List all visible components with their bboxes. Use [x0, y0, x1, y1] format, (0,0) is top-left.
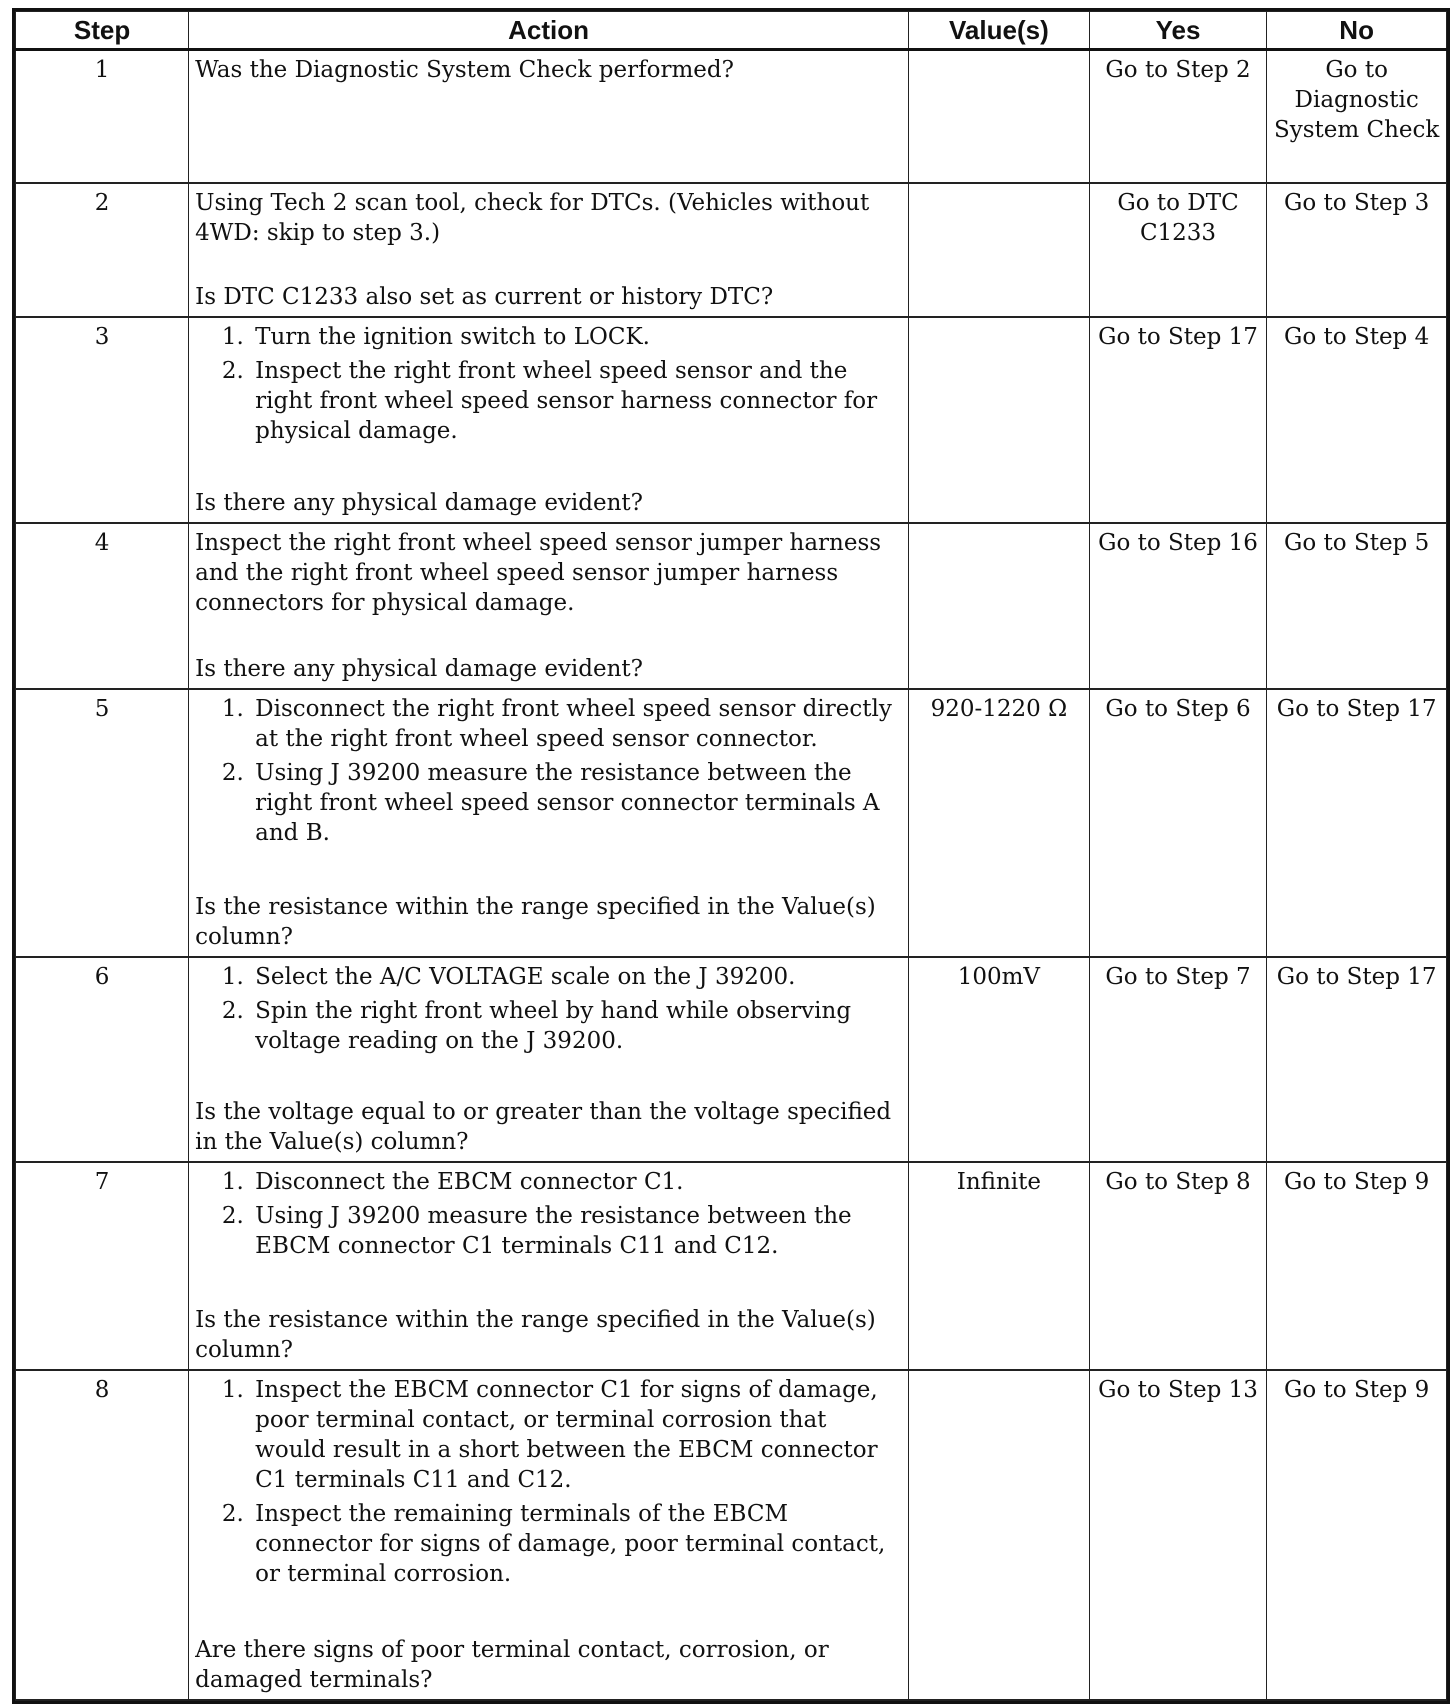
step-number: 3	[16, 317, 189, 523]
substep-item: 1. Inspect the EBCM connector C1 for signs of damage, poor terminal contact, or terminal corrosion that would result in a short between the EBCM connector C1 terminals C11 and C12.	[251, 1375, 902, 1495]
action-question: Is there any physical damage evident?	[195, 490, 644, 517]
no-cell: Go to Step 4	[1267, 317, 1447, 523]
action-substeps	[195, 1167, 902, 1261]
action-text: Inspect the right front wheel speed sensor jumper harness and the right front wheel speed sensor jumper harness connectors for physical damage.	[195, 530, 882, 617]
step-number: 7	[16, 1162, 189, 1370]
value-cell: 920-1220 Ω	[909, 689, 1090, 956]
action-cell	[189, 50, 909, 183]
substep-item: 2. Spin the right front wheel by hand while observing voltage reading on the J 39200.	[251, 996, 902, 1056]
table-row-step-1	[16, 50, 1447, 183]
step-number: 1	[16, 50, 189, 183]
value-cell: Infinite	[909, 1162, 1090, 1370]
action-cell	[189, 317, 909, 523]
substep-item: 2. Inspect the right front wheel speed sensor and the right front wheel speed sensor harness connector for physical damage.	[251, 356, 902, 446]
action-substeps	[195, 322, 902, 446]
yes-cell: Go to Step 6	[1089, 689, 1267, 956]
header-no: No	[1267, 12, 1447, 50]
yes-cell: Go to DTC C1233	[1089, 183, 1267, 317]
value-cell: 100mV	[909, 957, 1090, 1162]
table-row-step-2	[16, 183, 1447, 317]
no-cell: Go to Step 9	[1267, 1370, 1447, 1700]
value-cell	[909, 183, 1090, 317]
yes-cell: Go to Step 2	[1089, 50, 1267, 183]
header-action: Action	[189, 12, 909, 50]
action-cell	[189, 1370, 909, 1700]
action-question: Is there any physical damage evident?	[195, 656, 644, 683]
action-question: Are there signs of poor terminal contact, corrosion, or damaged terminals?	[195, 1637, 829, 1693]
step-number: 6	[16, 957, 189, 1162]
no-cell: Go to Step 9	[1267, 1162, 1447, 1370]
value-cell	[909, 50, 1090, 183]
header-row	[16, 12, 1447, 50]
yes-cell: Go to Step 8	[1089, 1162, 1267, 1370]
substep-item: 2. Using J 39200 measure the resistance between the right front wheel speed sensor connector terminals A and B.	[251, 758, 902, 848]
table-row-step-3	[16, 317, 1447, 523]
no-cell: Go to Step 17	[1267, 689, 1447, 956]
action-cell	[189, 523, 909, 689]
header-yes: Yes	[1089, 12, 1267, 50]
table-row-step-7	[16, 1162, 1447, 1370]
step-number: 4	[16, 523, 189, 689]
no-cell: Go to Step 17	[1267, 957, 1447, 1162]
step-number: 8	[16, 1370, 189, 1700]
header-values: Value(s)	[909, 12, 1090, 50]
value-cell	[909, 523, 1090, 689]
table-row-step-5	[16, 689, 1447, 956]
action-cell	[189, 957, 909, 1162]
action-question: Is the resistance within the range specified in the Value(s) column?	[195, 1307, 876, 1364]
header-step: Step	[16, 12, 189, 50]
table-row-step-4	[16, 523, 1447, 689]
action-substeps	[195, 694, 902, 848]
action-question: Is the resistance within the range specified in the Value(s) column?	[195, 893, 876, 950]
substep-item: 1. Disconnect the right front wheel speed sensor directly at the right front wheel speed sensor connector.	[251, 694, 902, 754]
no-cell: Go to Diagnostic System Check	[1267, 50, 1447, 183]
step-number: 5	[16, 689, 189, 956]
no-cell: Go to Step 5	[1267, 523, 1447, 689]
table-header	[16, 12, 1447, 50]
no-cell: Go to Step 3	[1267, 183, 1447, 317]
yes-cell: Go to Step 17	[1089, 317, 1267, 523]
table-body	[16, 50, 1447, 1701]
substep-item: 2. Inspect the remaining terminals of the EBCM connector for signs of damage, poor terminal contact, or terminal corrosion.	[251, 1499, 902, 1589]
action-cell	[189, 1162, 909, 1370]
yes-cell: Go to Step 13	[1089, 1370, 1267, 1700]
value-cell	[909, 317, 1090, 523]
action-cell	[189, 689, 909, 956]
yes-cell: Go to Step 16	[1089, 523, 1267, 689]
action-question: Is DTC C1233 also set as current or history DTC?	[195, 283, 774, 310]
substep-item: 1. Select the A/C VOLTAGE scale on the J 39200.	[251, 962, 902, 992]
table-row-step-8	[16, 1370, 1447, 1700]
substep-item: 1. Turn the ignition switch to LOCK.	[251, 322, 902, 352]
action-question: Is the voltage equal to or greater than the voltage specified in the Value(s) column?	[195, 1098, 892, 1155]
yes-cell: Go to Step 7	[1089, 957, 1267, 1162]
action-substeps	[195, 1375, 902, 1589]
action-text: Was the Diagnostic System Check performed?	[195, 57, 734, 83]
substep-item: 2. Using J 39200 measure the resistance between the EBCM connector C1 terminals C11 and C12.	[251, 1201, 902, 1261]
diagnostic-document	[12, 8, 1450, 1704]
step-number: 2	[16, 183, 189, 317]
value-cell	[909, 1370, 1090, 1700]
substep-item: 1. Disconnect the EBCM connector C1.	[251, 1167, 902, 1197]
action-cell	[189, 183, 909, 317]
diagnostic-table	[15, 11, 1447, 1701]
action-text: Using Tech 2 scan tool, check for DTCs. (Vehicles without 4WD: skip to step 3.)	[195, 189, 870, 246]
action-substeps	[195, 962, 902, 1056]
table-row-step-6	[16, 957, 1447, 1162]
